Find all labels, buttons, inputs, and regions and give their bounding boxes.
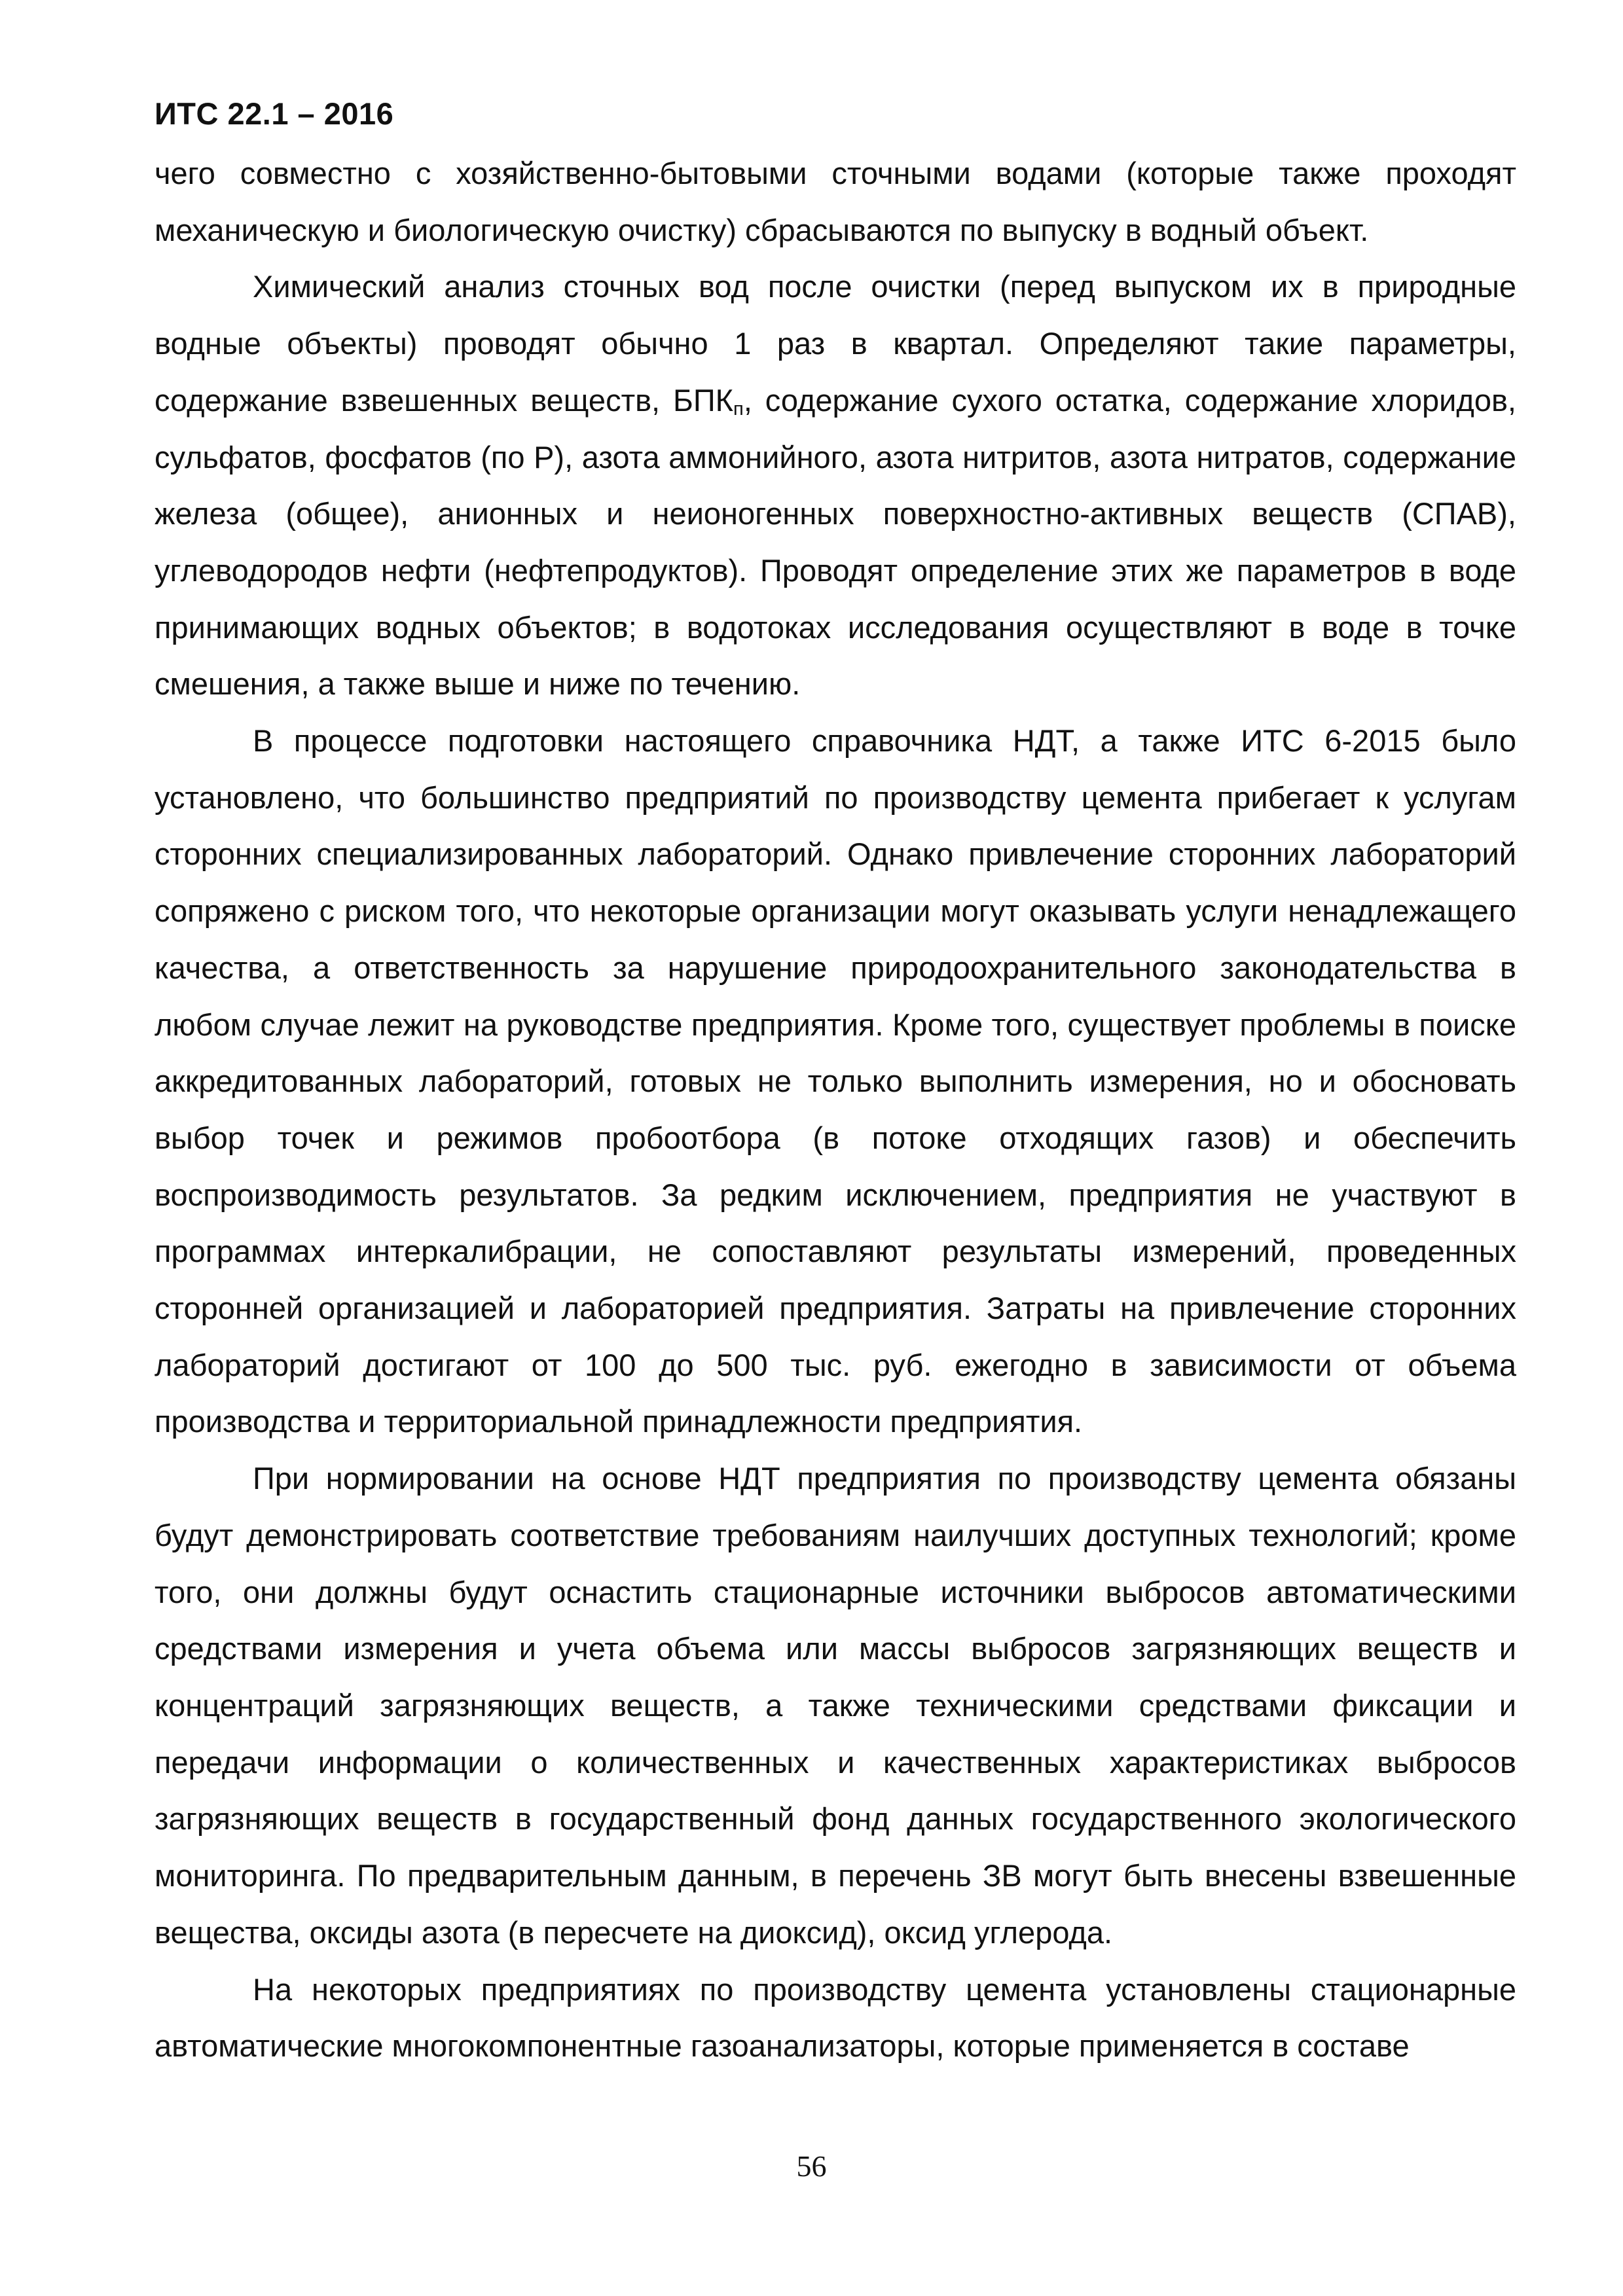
paragraph-text: , содержание сухого остатка, содержание хлоридов, сульфатов, фосфатов (по Р), азота аммонийного, азота нитритов, азота нитратов, содержание железа (общее), анионных и неионогенных поверхностно-активных веществ (СПАВ), углеводородов нефти (нефтепродуктов). Проводят определение этих же параметров в воде принимающих водных объектов; в водотоках исследования осуществляют в воде в точке смешения, а также выше и ниже по течению.: [155, 382, 1516, 702]
body-text: [155, 145, 1516, 2075]
subscript-text: п: [733, 398, 744, 420]
paragraph-continuation: чего совместно с хозяйственно-бытовыми сточными водами (которые также проходят механическую и биологическую очистку) сбрасываются по выпуску в водный объект.: [155, 156, 1516, 247]
paragraph-gas-analyzers: На некоторых предприятиях по производству цемента установлены стационарные автоматические многокомпонентные газоанализаторы, которые применяется в составе: [155, 1971, 1516, 2064]
paragraph-chemical-analysis: [155, 259, 1516, 713]
document-code-header: ИТС 22.1 – 2016: [155, 96, 394, 131]
page-number: 56: [796, 2149, 827, 2183]
paragraph-ndt-regulation: При нормировании на основе НДТ предприятия по производству цемента обязаны будут демонстрировать соответствие требованиям наилучших доступных технологий; кроме того, они должны будут оснастить стационарные источники выбросов автоматическими средствами измерения и учета объема или массы выбросов загрязняющих веществ и концентраций загрязняющих веществ, а также техническими средствами фиксации и передачи информации о количественных и качественных характеристиках выбросов загрязняющих веществ в государственный фонд данных государственного экологического мониторинга. По предварительным данным, в перечень ЗВ могут быть внесены взвешенные вещества, оксиды азота (в пересчете на диоксид), оксид углерода.: [155, 1461, 1516, 1950]
paragraph-third-party-labs: В процессе подготовки настоящего справочника НДТ, а также ИТС 6-2015 было установлено, что большинство предприятий по производству цемента прибегает к услугам сторонних специализированных лабораторий. Однако привлечение сторонних лабораторий сопряжено с риском того, что некоторые организации могут оказывать услуги ненадлежащего качества, а ответственность за нарушение природоохранительного законодательства в любом случае лежит на руководстве предприятия. Кроме того, существует проблемы в поиске аккредитованных лабораторий, готовых не только выполнить измерения, но и обосновать выбор точек и режимов пробоотбора (в потоке отходящих газов) и обеспечить воспроизводимость результатов. За редким исключением, предприятия не участвуют в программах интеркалибрации, не сопоставляют результаты измерений, проведенных сторонней организацией и лабораторией предприятия. Затраты на привлечение сторонних лабораторий достигают от 100 до 500 тыс. руб. ежегодно в зависимости от объема производства и территориальной принадлежности предприятия.: [155, 723, 1516, 1439]
paragraph-text: Химический анализ сточных вод после очистки (перед выпуском их в природные водные объекты) проводят обычно 1 раз в квартал. Определяют такие параметры, содержание взвешенных веществ, БПК: [155, 269, 1516, 418]
